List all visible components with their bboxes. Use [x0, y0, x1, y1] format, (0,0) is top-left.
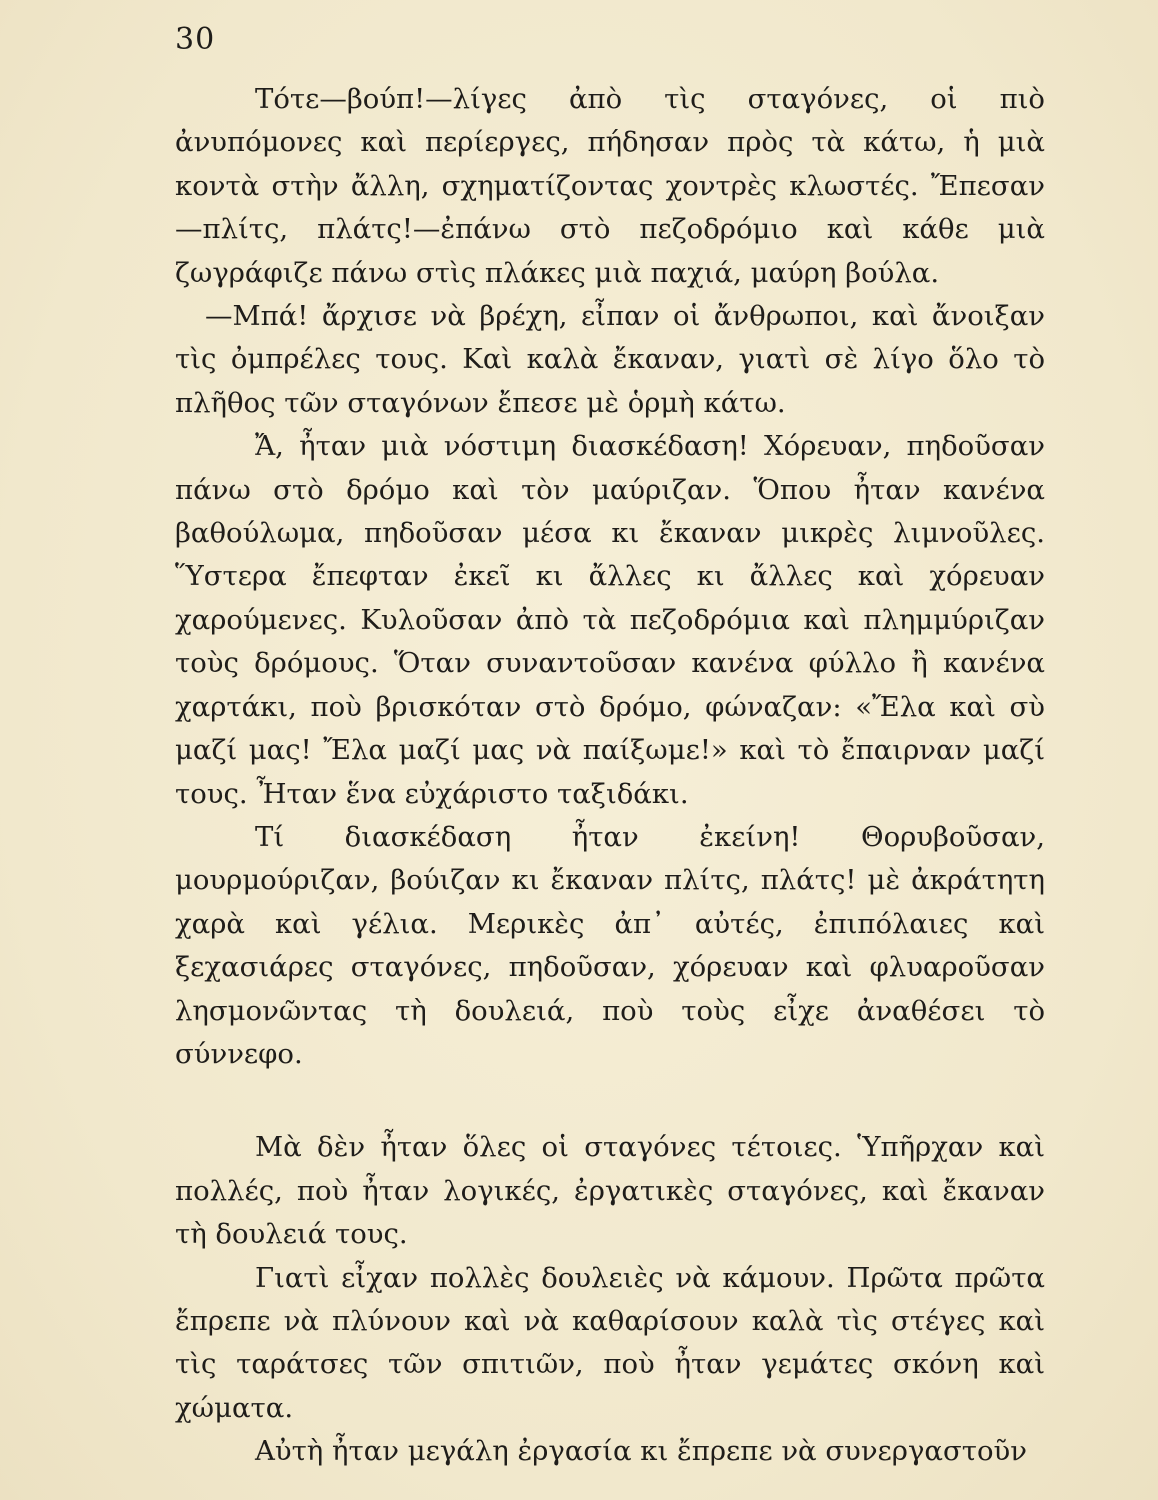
paragraph: Αὐτὴ ἦταν μεγάλη ἐργασία κι ἔπρεπε νὰ συνεργαστοῦν	[255, 1435, 1027, 1468]
paragraph: Τότε—βούπ!—λίγες ἀπὸ τὶς σταγόνες, οἱ πιὸ ἀνυπόμονες καὶ περίεργες, πήδησαν πρὸς τὰ κάτω, ἡ μιὰ κοντὰ στὴν ἄλλη, σχηματίζοντας χοντρὲς κλωστές. Ἔπεσαν—πλίτς, πλάτς!—ἐπάνω στὸ πεζοδρόμιο καὶ κάθε μιὰ ζωγράφιζε πάνω στὶς πλάκες μιὰ παχιά, μαύρη βούλα.	[175, 83, 1045, 289]
body-text	[175, 78, 1045, 1474]
paragraph: —Μπά! ἄρχισε νὰ βρέχη, εἶπαν οἱ ἄνθρωποι, καὶ ἄνοιξαν τὶς ὀμπρέλες τους. Καὶ καλὰ ἔκαναν, γιατὶ σὲ λίγο ὅλο τὸ πλῆθος τῶν σταγόνων ἔπεσε μὲ ὁρμὴ κάτω.	[175, 300, 1045, 419]
paragraph: Γιατὶ εἶχαν πολλὲς δουλειὲς νὰ κάμουν. Πρῶτα πρῶτα ἔπρεπε νὰ πλύνουν καὶ νὰ καθαρίσουν καλὰ τὶς στέγες καὶ τὶς ταράτσες τῶν σπιτιῶν, ποὺ ἦταν γεμάτες σκόνη καὶ χώματα.	[175, 1261, 1045, 1424]
paragraph: Τί διασκέδαση ἦταν ἐκείνη! Θορυβοῦσαν, μουρμούριζαν, βούιζαν κι ἔκαναν πλίτς, πλάτς! μὲ ἀκράτητη χαρὰ καὶ γέλια. Μερικὲς ἀπ᾿ αὐτές, ἐπιπόλαιες καὶ ξεχασιάρες σταγόνες, πηδοῦσαν, χόρευαν καὶ φλυαροῦσαν λησμονῶντας τὴ δουλειά, ποὺ τοὺς εἶχε ἀναθέσει τὸ σύννεφο.	[175, 820, 1045, 1070]
paragraph: Μὰ δὲν ἦταν ὅλες οἱ σταγόνες τέτοιες. Ὑπῆρχαν καὶ πολλές, ποὺ ἦταν λογικές, ἐργατικὲς σταγόνες, καὶ ἔκαναν τὴ δουλειά τους.	[175, 1131, 1045, 1251]
paragraph: Ἄ, ἦταν μιὰ νόστιμη διασκέδαση! Χόρευαν, πηδοῦσαν πάνω στὸ δρόμο καὶ τὸν μαύριζαν. Ὅπου ἦταν κανένα βαθούλωμα, πηδοῦσαν μέσα κι ἔκαναν μικρὲς λιμνοῦλες. Ὕστερα ἔπεφταν ἐκεῖ κι ἄλλες κι ἄλλες καὶ χόρευαν χαρούμενες. Κυλοῦσαν ἀπὸ τὰ πεζοδρόμια καὶ πλημμύριζαν τοὺς δρόμους. Ὅταν συναντοῦσαν κανένα φύλλο ἢ κανένα χαρτάκι, ποὺ βρισκόταν στὸ δρόμο, φώναζαν: «Ἔλα καὶ σὺ μαζί μας! Ἔλα μαζί μας νὰ παίξωμε!» καὶ τὸ ἔπαιρναν μαζί τους. Ἦταν ἕνα εὐχάριστο ταξιδάκι.	[175, 430, 1045, 810]
page-number: 30	[175, 22, 216, 57]
